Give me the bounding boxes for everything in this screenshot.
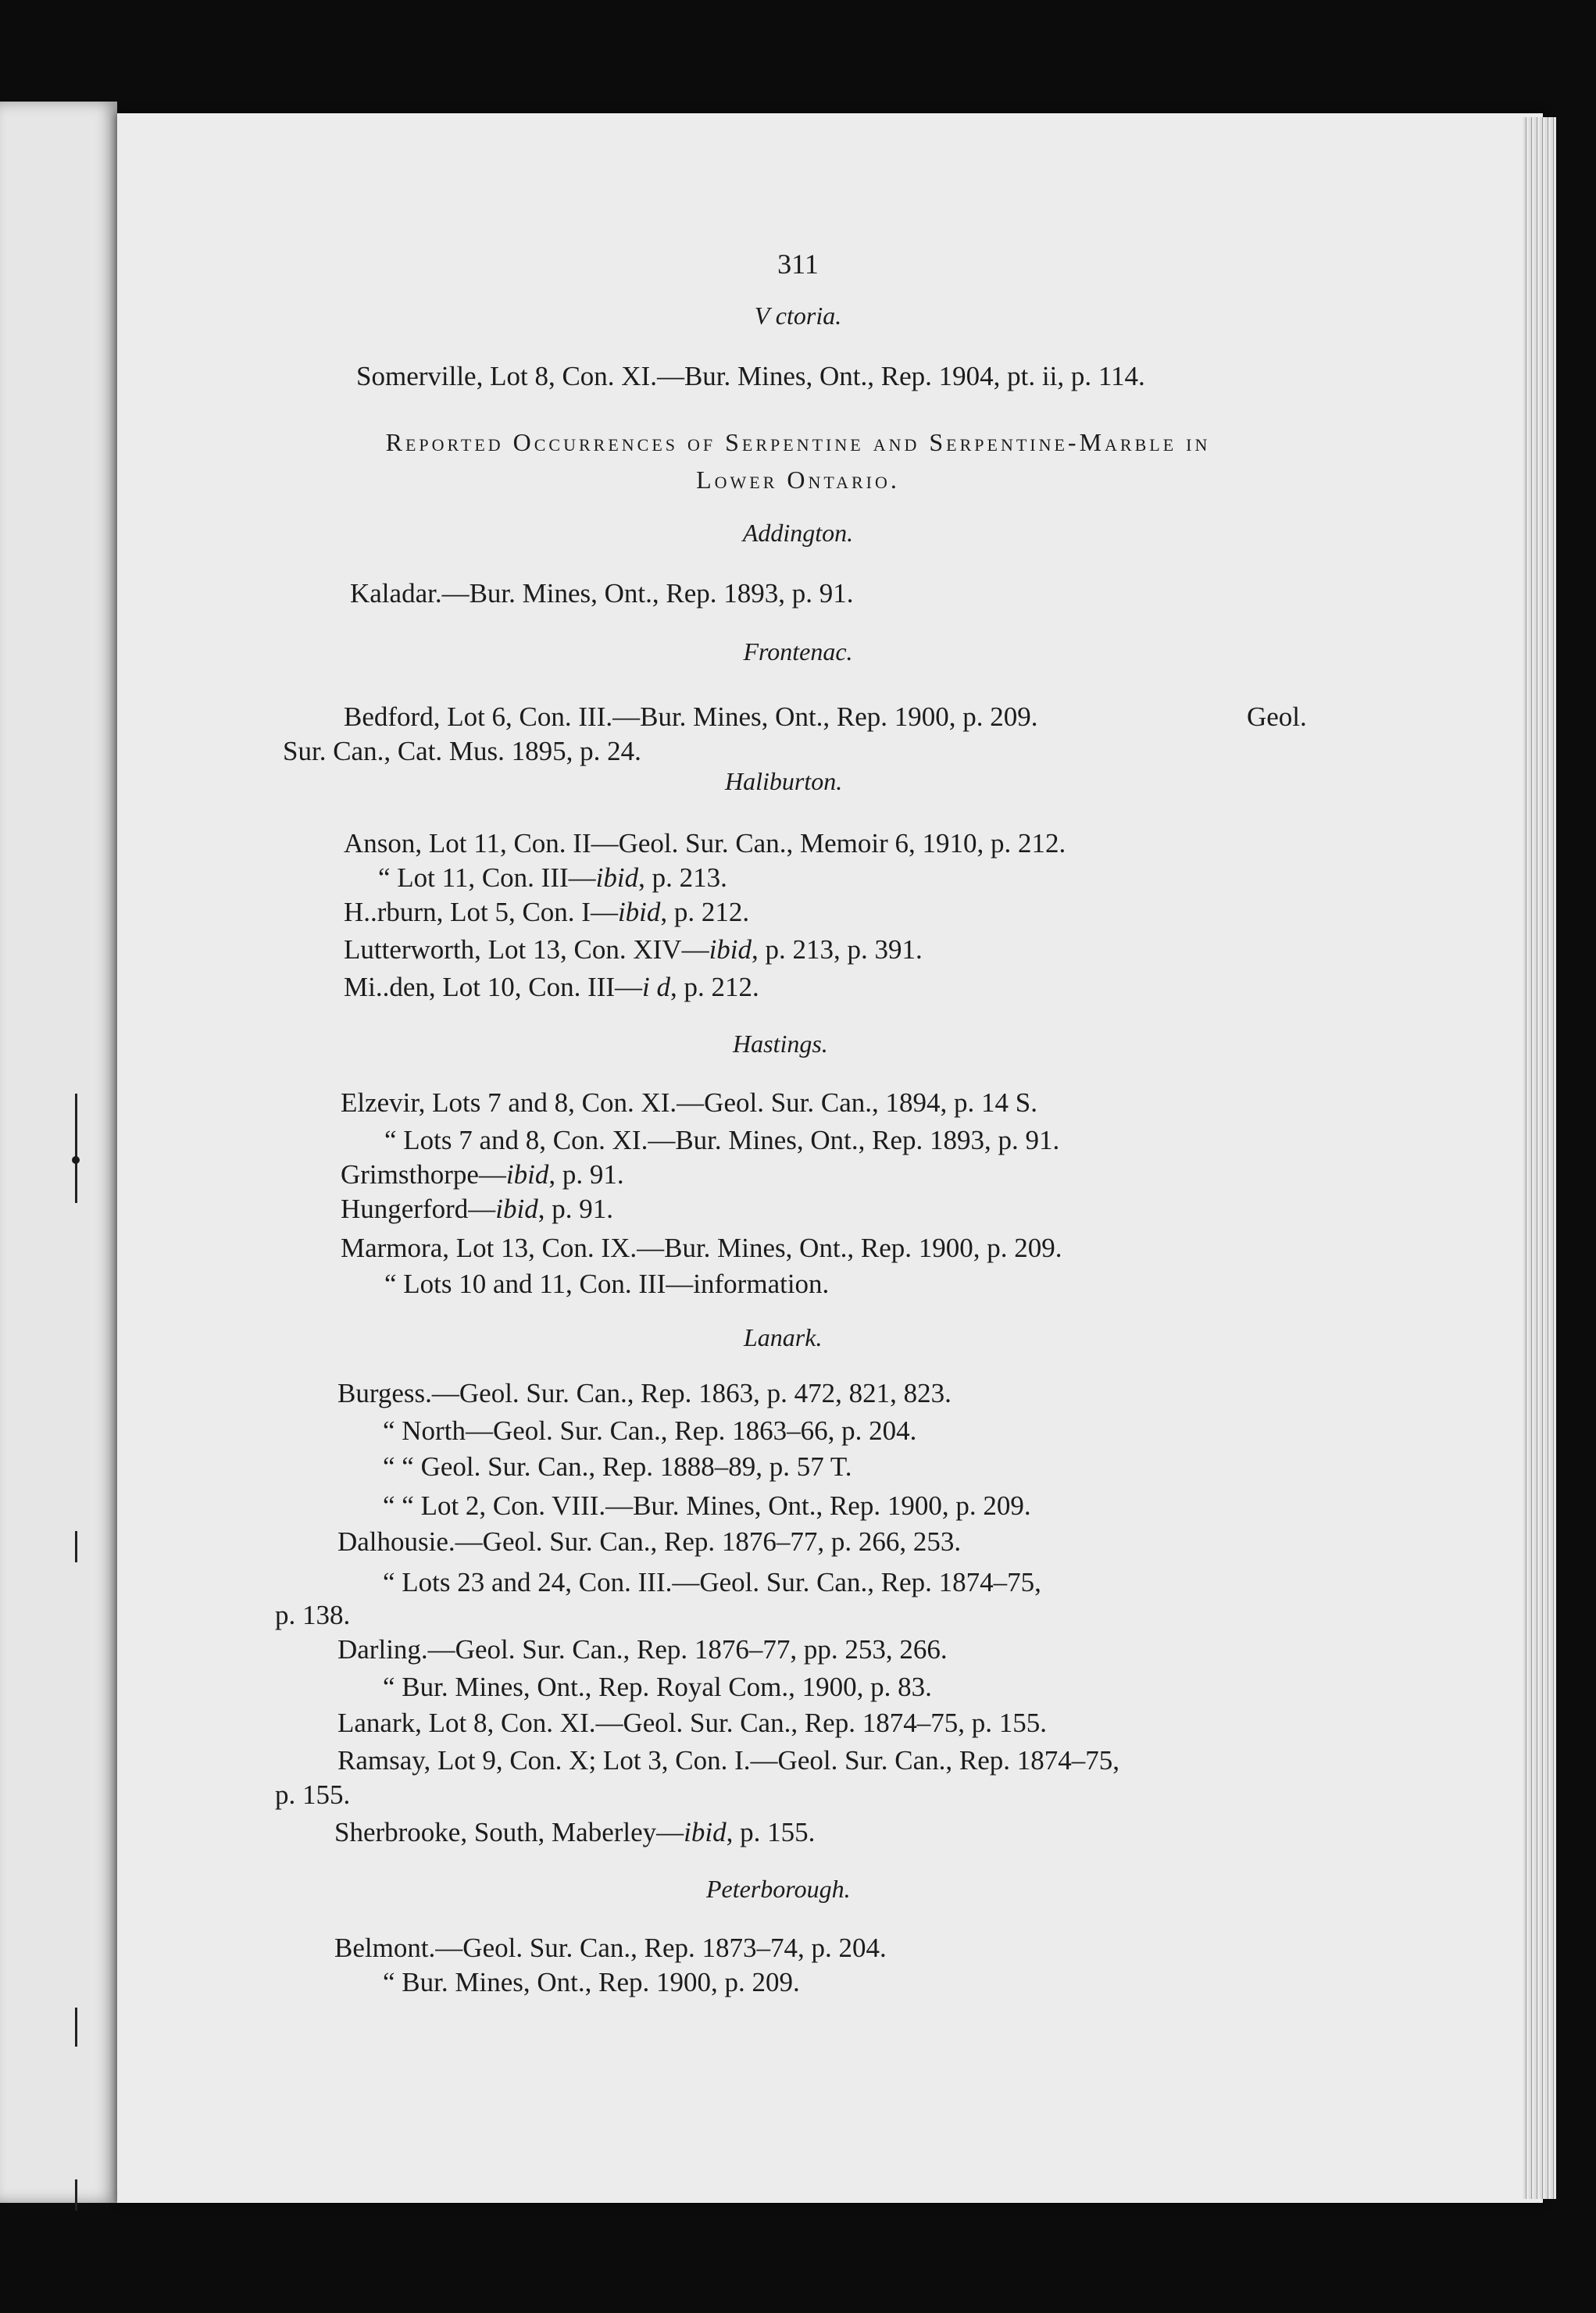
entry-anson-lot11: “ Lot 11, Con. III—ibid, p. 213.: [378, 862, 727, 893]
county-heading-lanark: Lanark.: [744, 1323, 823, 1351]
entry-minden: Mi..den, Lot 10, Con. III—i d, p. 212.: [344, 972, 759, 1002]
entry-lutterworth: Lutterworth, Lot 13, Con. XIV—ibid, p. 213, p. 391.: [344, 934, 923, 965]
entry-grimsthorpe: Grimsthorpe—ibid, p. 91.: [341, 1159, 624, 1190]
county-heading-haliburton: Haliburton.: [725, 767, 843, 795]
county-heading-frontenac: Frontenac.: [743, 637, 853, 666]
entry-ramsay-cont: p. 155.: [275, 1779, 351, 1810]
county-heading-peterborough: Peterborough.: [706, 1875, 851, 1903]
entry-ramsay: Ramsay, Lot 9, Con. X; Lot 3, Con. I.—Geol. Sur. Can., Rep. 1874–75,: [337, 1745, 1120, 1776]
margin-mark: [75, 2179, 77, 2211]
entry-burgess-north-3: “ “ Lot 2, Con. VIII.—Bur. Mines, Ont., Rep. 1900, p. 209.: [383, 1490, 1031, 1521]
entry-dalhousie-lots: “ Lots 23 and 24, Con. III.—Geol. Sur. Can., Rep. 1874–75,: [383, 1567, 1041, 1597]
entry-anson: Anson, Lot 11, Con. II—Geol. Sur. Can., Memoir 6, 1910, p. 212.: [344, 828, 1066, 858]
entry-lanark-twp: Lanark, Lot 8, Con. XI.—Geol. Sur. Can., Rep. 1874–75, p. 155.: [337, 1708, 1047, 1738]
entry-marmora-lots: “ Lots 10 and 11, Con. III—information.: [384, 1269, 830, 1299]
entry-dalhousie: Dalhousie.—Geol. Sur. Can., Rep. 1876–77, p. 266, 253.: [337, 1526, 962, 1557]
entry-darling: Darling.—Geol. Sur. Can., Rep. 1876–77, pp. 253, 266.: [337, 1634, 948, 1665]
entry-burgess-north: “ North—Geol. Sur. Can., Rep. 1863–66, p. 204.: [383, 1415, 917, 1446]
entry-bedford-cont: Sur. Can., Cat. Mus. 1895, p. 24.: [283, 736, 641, 766]
entry-hungerford: Hungerford—ibid, p. 91.: [341, 1194, 613, 1224]
entry-harburn: H..rburn, Lot 5, Con. I—ibid, p. 212.: [344, 897, 750, 927]
section-title: Reported Occurrences of Serpentine and Serpentine-Marble in: [385, 428, 1211, 456]
county-heading-addington: Addington.: [742, 519, 854, 547]
county-heading-hastings: Hastings.: [733, 1030, 828, 1058]
entry-burgess-north-2: “ “ Geol. Sur. Can., Rep. 1888–89, p. 57 T.: [383, 1451, 852, 1482]
entry-elzevir-bur: “ Lots 7 and 8, Con. XI.—Bur. Mines, Ont., Rep. 1893, p. 91.: [384, 1125, 1060, 1155]
entry-marmora: Marmora, Lot 13, Con. IX.—Bur. Mines, Ont., Rep. 1900, p. 209.: [341, 1233, 1062, 1263]
entry-bedford-geol: Geol.: [1247, 701, 1307, 732]
margin-dot: [72, 1156, 80, 1164]
entry-dalhousie-cont: p. 138.: [275, 1600, 351, 1630]
entry-belmont-bur: “ Bur. Mines, Ont., Rep. 1900, p. 209.: [383, 1967, 800, 1997]
entry-elzevir: Elzevir, Lots 7 and 8, Con. XI.—Geol. Sur. Can., 1894, p. 14 S.: [341, 1087, 1038, 1118]
page-number: 311: [777, 248, 819, 280]
margin-mark: [75, 1531, 77, 1562]
entry-sherbrooke: Sherbrooke, South, Maberley—ibid, p. 155.: [334, 1817, 816, 1847]
entry-belmont: Belmont.—Geol. Sur. Can., Rep. 1873–74, p. 204.: [334, 1933, 887, 1963]
county-heading-victoria: V ctoria.: [754, 302, 842, 330]
entry-darling-bur: “ Bur. Mines, Ont., Rep. Royal Com., 1900, p. 83.: [383, 1672, 932, 1702]
entry-somerville: Somerville, Lot 8, Con. XI.—Bur. Mines, Ont., Rep. 1904, pt. ii, p. 114.: [356, 361, 1145, 391]
margin-mark: [75, 1094, 77, 1203]
entry-kaladar: Kaladar.—Bur. Mines, Ont., Rep. 1893, p. 91.: [350, 578, 854, 609]
entry-burgess: Burgess.—Geol. Sur. Can., Rep. 1863, p. 472, 821, 823.: [337, 1378, 952, 1408]
section-title-line-2: Lower Ontario.: [696, 466, 900, 494]
entry-bedford: Bedford, Lot 6, Con. III.—Bur. Mines, Ont., Rep. 1900, p. 209.: [344, 701, 1038, 732]
left-page-edge: [0, 102, 117, 2203]
margin-mark: [75, 2008, 77, 2047]
